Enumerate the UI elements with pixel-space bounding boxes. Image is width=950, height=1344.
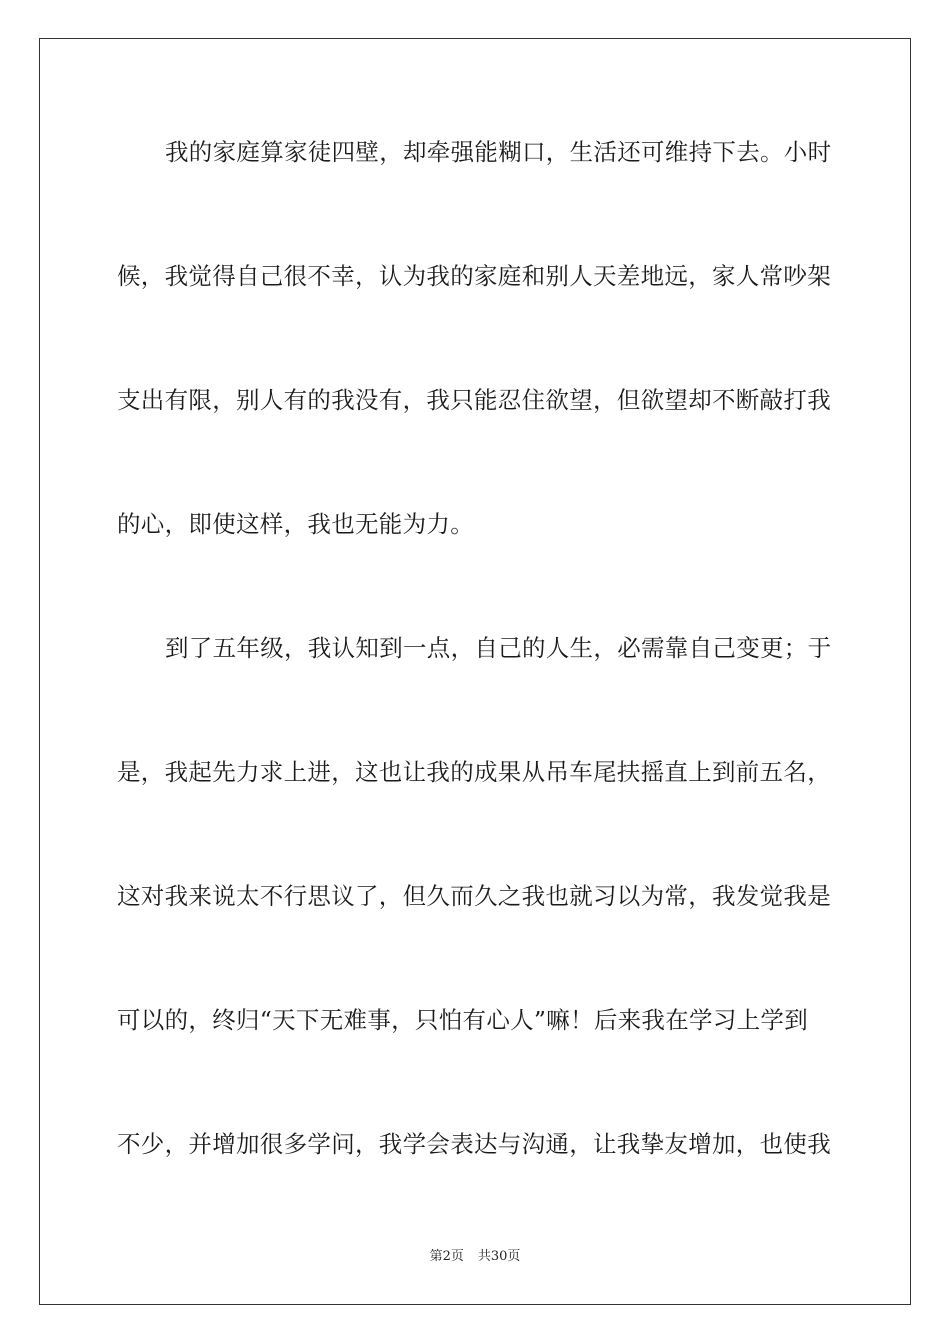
paragraph-2-line-1: 到了五年级，我认知到一点，自己的人生，必需靠自己变更；于 — [165, 634, 832, 662]
total-pages: 共30页 — [477, 1249, 521, 1264]
paragraph-1-line-1: 我的家庭算家徒四壁，却牵强能糊口，生活还可维持下去。小时 — [165, 138, 832, 166]
page-border — [39, 38, 911, 1305]
paragraph-1-line-4: 的心，即使这样，我也无能为力。 — [117, 510, 474, 538]
paragraph-2-line-3: 这对我来说太不行思议了，但久而久之我也就习以为常，我发觉我是 — [117, 882, 831, 910]
paragraph-1-line-2: 候，我觉得自己很不幸，认为我的家庭和别人天差地远，家人常吵架 — [117, 262, 831, 290]
page-footer — [0, 1248, 950, 1266]
paragraph-2-line-2: 是，我起先力求上进，这也让我的成果从吊车尾扶摇直上到前五名， — [117, 758, 831, 786]
page-number: 第2页 — [429, 1249, 464, 1264]
paragraph-2-line-4: 可以的，终归“天下无难事，只怕有心人”嘛！后来我在学习上学到 — [117, 1006, 809, 1034]
paragraph-1-line-3: 支出有限，别人有的我没有，我只能忍住欲望，但欲望却不断敲打我 — [117, 386, 831, 414]
paragraph-2-line-5: 不少，并增加很多学问，我学会表达与沟通，让我挚友增加，也使我 — [117, 1130, 831, 1158]
